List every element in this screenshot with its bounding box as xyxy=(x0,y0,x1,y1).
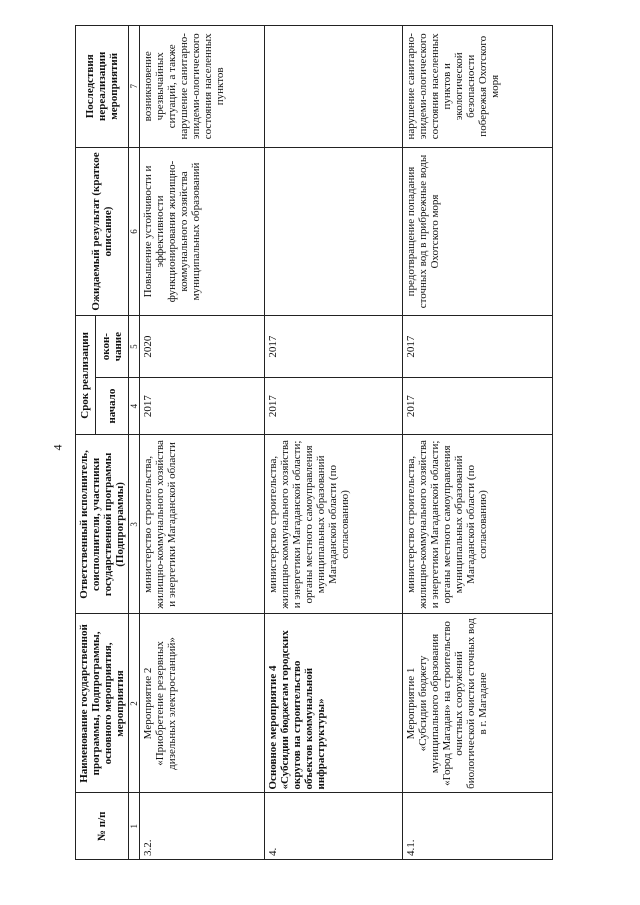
header-executor: Ответственный исполнитель, соисполнители, участники государственной программы (Подпрограммы) xyxy=(76,435,129,614)
row-consequences: возникновение чрезвычайных ситуаций, а также нарушение санитарно-эпидеми-ологического состояния населенных пунктов xyxy=(140,26,265,148)
row-name-body: «Приобретение резервных дизельных электростанций» xyxy=(154,637,178,770)
column-number: 6 xyxy=(129,147,140,316)
row-start: 2017 xyxy=(265,377,403,435)
row-start: 2017 xyxy=(140,377,265,435)
row-end: 2017 xyxy=(403,316,553,377)
row-consequences xyxy=(265,26,403,148)
header-end: окон-чание xyxy=(95,316,128,377)
row-number: 4. xyxy=(265,793,403,860)
row-consequences: нарушение санитарно-эпидеми-ологического состояния населенных пунктов и экологической безопасности побережья Охотского моря xyxy=(403,26,553,148)
header-start: начало xyxy=(95,377,128,435)
row-name xyxy=(265,614,403,793)
column-number: 3 xyxy=(129,435,140,614)
row-result: Повышение устойчивости и эффективности функционирования жилищно-коммунального хозяйства муниципальных образований xyxy=(140,147,265,316)
column-number: 4 xyxy=(129,377,140,435)
header-name: Наименование государственной программы, Подпрограммы, основного мероприятия, мероприятия xyxy=(76,614,129,793)
column-number: 7 xyxy=(129,26,140,148)
row-name xyxy=(140,614,265,793)
row-executor: министерство строительства, жилищно-коммунального хозяйства и энергетики Магаданской области; органы местного самоуправления муниципальных образований Магаданской области (по согласованию) xyxy=(403,435,553,614)
column-number: 1 xyxy=(129,793,140,860)
column-number: 5 xyxy=(129,316,140,377)
header-period: Срок реализации xyxy=(76,316,96,435)
program-activities-table xyxy=(75,25,553,860)
column-number: 2 xyxy=(129,614,140,793)
page-number: 4 xyxy=(50,444,65,451)
column-numbers-row xyxy=(129,26,140,860)
table-row xyxy=(403,26,553,860)
row-name-title: Основное мероприятие 4 xyxy=(267,665,279,790)
row-number: 4.1. xyxy=(403,793,553,860)
row-end: 2017 xyxy=(265,316,403,377)
row-executor: министерство строительства, жилищно-коммунального хозяйства и энергетики Магаданской области; органы местного самоуправления муниципальных образований Магаданской области (по согласованию) xyxy=(265,435,403,614)
row-name-title: Мероприятие 2 xyxy=(142,667,154,740)
row-result xyxy=(265,147,403,316)
row-start: 2017 xyxy=(403,377,553,435)
row-end: 2020 xyxy=(140,316,265,377)
header-row xyxy=(76,26,96,860)
row-number: 3.2. xyxy=(140,793,265,860)
row-result: предотвращение попадания сточных вод в прибрежные воды Охотского моря xyxy=(403,147,553,316)
header-num: № п/п xyxy=(76,793,129,860)
table-row xyxy=(265,26,403,860)
header-result: Ожидаемый результат (краткое описание) xyxy=(76,147,129,316)
row-name-title: Мероприятие 1 xyxy=(405,667,417,740)
row-executor: министерство строительства, жилищно-коммунального хозяйства и энергетики Магаданской области xyxy=(140,435,265,614)
row-name xyxy=(403,614,553,793)
header-consequences: Последствия нереализации мероприятий xyxy=(76,26,129,148)
table-row xyxy=(140,26,265,860)
row-name-body: «Субсидии бюджету муниципального образования «Город Магадан» на строительство очистных сооружений биологической очистки сточных вод в г. Магадане xyxy=(417,618,489,789)
row-name-body: «Субсидии бюджетам городских округов на строительство объектов коммунальной инфраструктуры» xyxy=(279,630,327,790)
rotated-table-container xyxy=(75,25,610,860)
